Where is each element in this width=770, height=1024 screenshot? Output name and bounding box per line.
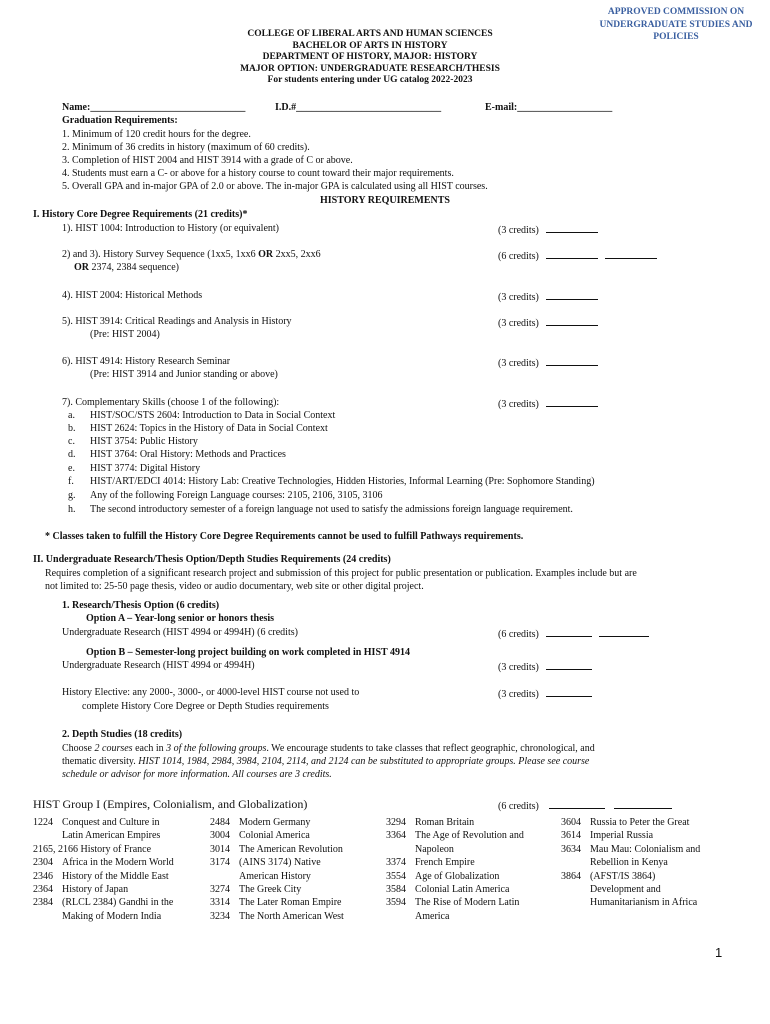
- course-column: [386, 816, 561, 923]
- course-item: 3274 The Greek City: [210, 884, 302, 896]
- course-item: 3314 The Later Roman Empire: [210, 897, 342, 909]
- blank-line: [605, 248, 657, 259]
- core-item-1-credits: (3 credits): [498, 222, 598, 237]
- document-header: [200, 29, 540, 87]
- history-requirements-title: HISTORY REQUIREMENTS: [320, 195, 450, 206]
- core-item-2-3: 2) and 3). History Survey Sequence (1xx5, 1xx6 OR 2xx5, 2xx6: [62, 249, 321, 260]
- research-option-title: 1. Research/Thesis Option (6 credits): [62, 600, 220, 611]
- course-item: 2346 History of the Middle East: [33, 870, 169, 882]
- graduation-item: 1. Minimum of 120 credit hours for the degree.: [62, 129, 251, 140]
- core-item-2-3-cont: OR 2374, 2384 sequence): [74, 262, 179, 273]
- blank-line: [546, 289, 598, 300]
- catalog-year: For students entering under UG catalog 2022-2023: [267, 75, 473, 86]
- history-elective-cont: complete History Core Degree or Depth Studies requirements: [82, 701, 329, 712]
- course-item: 3584 Colonial Latin America: [386, 884, 510, 896]
- graduation-item: 4. Students must earn a C- or above for a history course to count toward their major requirements.: [62, 168, 454, 179]
- history-elective-credits: (3 credits): [498, 686, 592, 701]
- ug-research-desc: Requires completion of a significant research project and submission of this project for public presentation or publication. Examples include but are: [45, 568, 637, 579]
- skill-letter: c.: [68, 436, 75, 447]
- course-item: 3864 (AFST/IS 3864) Development and Humanitarianism in Africa: [561, 870, 698, 909]
- college-name: COLLEGE OF LIBERAL ARTS AND HUMAN SCIENCES: [247, 29, 493, 39]
- skill-letter: h.: [68, 504, 76, 515]
- skill-option: Any of the following Foreign Language courses: 2105, 2106, 3105, 3106: [90, 490, 383, 501]
- graduation-title: Graduation Requirements:: [62, 115, 178, 126]
- course-item: 2484 Modern Germany: [210, 817, 311, 828]
- degree-name: BACHELOR OF ARTS IN HISTORY: [292, 40, 448, 51]
- group-1-credits: (6 credits): [498, 798, 672, 813]
- course-item: 3614 Imperial Russia: [561, 830, 654, 842]
- graduation-item: 3. Completion of HIST 2004 and HIST 3914 with a grade of C or above.: [62, 155, 353, 166]
- core-item-4: 4). HIST 2004: Historical Methods: [62, 290, 203, 301]
- option-b-title: Option B – Semester-long project building on work completed in HIST 4914: [86, 647, 411, 658]
- blank-line: [546, 315, 598, 326]
- skill-letter: b.: [68, 423, 76, 434]
- course-item: 3594 The Rise of Modern Latin America: [386, 897, 520, 922]
- approval-line: POLICIES: [653, 32, 699, 42]
- core-item-7: 7). Complementary Skills (choose 1 of the following):: [62, 397, 280, 408]
- core-item-6-prereq: (Pre: HIST 3914 and Junior standing or above): [90, 369, 278, 380]
- skill-option: HIST/SOC/STS 2604: Introduction to Data in Social Context: [90, 410, 336, 421]
- skill-letter: a.: [68, 410, 75, 421]
- approval-line: APPROVED COMMISSION ON: [607, 7, 745, 17]
- skill-option: HIST 3774: Digital History: [90, 463, 201, 474]
- option-a-credits: (6 credits): [498, 626, 649, 641]
- blank-line: [614, 798, 672, 809]
- course-item: 3174 (AINS 3174) Native American History: [210, 857, 321, 882]
- course-item: 3374 French Empire: [386, 857, 475, 869]
- skill-letter: g.: [68, 490, 76, 501]
- blank-line: [546, 355, 598, 366]
- course-item: 2364 History of Japan: [33, 884, 129, 896]
- option-a-text: Undergraduate Research (HIST 4994 or 4994H) (6 credits): [62, 627, 298, 638]
- blank-line: [546, 626, 592, 637]
- course-item: 2165, 2166 History of France: [33, 843, 152, 855]
- course-column: [561, 816, 733, 910]
- course-item: 3604 Russia to Peter the Great: [561, 817, 690, 828]
- skill-option: HIST 3754: Public History: [90, 436, 198, 447]
- core-item-1: 1). HIST 1004: Introduction to History (or equivalent): [62, 223, 280, 234]
- core-item-6-credits: (3 credits): [498, 355, 598, 370]
- skill-letter: f.: [68, 476, 74, 487]
- blank-line: [546, 396, 598, 407]
- major-option: MAJOR OPTION: UNDERGRADUATE RESEARCH/THESIS: [240, 63, 500, 74]
- course-item: 1224 Conquest and Culture in Latin American Empires: [33, 817, 161, 842]
- core-item-2-3-credits: (6 credits): [498, 248, 657, 263]
- option-b-credits: (3 credits): [498, 659, 592, 674]
- skill-option: HIST 2624: Topics in the History of Data in Social Context: [90, 423, 328, 434]
- core-item-4-credits: (3 credits): [498, 289, 598, 304]
- course-item: 3554 Age of Globalization: [386, 870, 500, 882]
- blank-line: [546, 222, 598, 233]
- core-item-5-prereq: (Pre: HIST 2004): [90, 329, 160, 340]
- course-item: 3234 The North American West: [210, 910, 344, 922]
- course-item: 3004 Colonial America: [210, 830, 310, 842]
- core-requirements-title: I. History Core Degree Requirements (21 credits)*: [33, 209, 248, 220]
- depth-studies-title: 2. Depth Studies (18 credits): [62, 729, 183, 740]
- skill-letter: e.: [68, 463, 75, 474]
- skill-option: The second introductory semester of a foreign language not used to satisfy the admissions foreign language requirement.: [90, 504, 573, 515]
- approval-note: [592, 6, 760, 44]
- course-item: 3634 Mau Mau: Colonialism and Rebellion in Kenya: [561, 843, 701, 869]
- core-item-7-credits: (3 credits): [498, 396, 598, 411]
- course-item: 3014 The American Revolution: [210, 843, 343, 855]
- skill-option: HIST/ART/EDCI 4014: History Lab: Creative Technologies, Hidden Histories, Informal Learning (Pre: Sophomore Standing): [90, 476, 595, 487]
- depth-studies-desc: Choose 2 courses each in 3 of the following groups. We encourage students to take classes that reflect geographic, chronological, and: [62, 743, 595, 754]
- skill-option: HIST 3764: Oral History: Methods and Practices: [90, 449, 286, 460]
- graduation-item: 2. Minimum of 36 credits in history (maximum of 60 credits).: [62, 142, 310, 153]
- email-field: E-mail:___________________: [485, 102, 613, 113]
- blank-line: [546, 686, 592, 697]
- id-field: I.D.#_____________________________: [275, 102, 442, 113]
- course-item: 2384 (RLCL 2384) Gandhi in the Making of Modern India: [33, 897, 174, 922]
- course-column: [33, 816, 203, 923]
- course-item: 3364 The Age of Revolution and Napoleon: [386, 830, 524, 855]
- department-name: DEPARTMENT OF HISTORY, MAJOR: HISTORY: [262, 52, 478, 63]
- depth-studies-desc: schedule or advisor for more information. All courses are 3 credits.: [62, 769, 332, 780]
- course-column: [210, 816, 385, 923]
- blank-line: [546, 659, 592, 670]
- group-1-title: HIST Group I (Empires, Colonialism, and Globalization): [33, 797, 308, 811]
- depth-studies-desc: thematic diversity. HIST 1014, 1984, 2984, 3984, 2104, 2114, and 2124 can be substituted to appropriate groups. Please see course: [62, 756, 590, 767]
- blank-line: [599, 626, 649, 637]
- course-item: 2304 Africa in the Modern World: [33, 857, 174, 869]
- core-item-6: 6). HIST 4914: History Research Seminar: [62, 356, 231, 367]
- ug-research-desc: not limited to: 25-50 page thesis, video or audio documentary, web site or other digital project.: [45, 581, 424, 592]
- approval-line: UNDERGRADUATE STUDIES AND: [599, 19, 753, 30]
- name-field: Name:_______________________________: [62, 102, 246, 113]
- option-a-title: Option A – Year-long senior or honors thesis: [86, 613, 275, 624]
- ug-research-title: II. Undergraduate Research/Thesis Option/Depth Studies Requirements (24 credits): [33, 554, 391, 565]
- page-number: 1: [715, 945, 723, 960]
- core-item-5: 5). HIST 3914: Critical Readings and Analysis in History: [62, 316, 292, 327]
- option-b-text: Undergraduate Research (HIST 4994 or 4994H): [62, 660, 255, 671]
- core-item-5-credits: (3 credits): [498, 315, 598, 330]
- course-item: 3294 Roman Britain: [386, 817, 475, 828]
- skill-letter: d.: [68, 449, 76, 460]
- history-elective: History Elective: any 2000-, 3000-, or 4000-level HIST course not used to: [62, 687, 360, 698]
- blank-line: [549, 798, 605, 809]
- graduation-item: 5. Overall GPA and in-major GPA of 2.0 or above. The in-major GPA is calculated using all HIST courses.: [62, 181, 488, 192]
- blank-line: [546, 248, 598, 259]
- pathways-note: * Classes taken to fulfill the History Core Degree Requirements cannot be used to fulfill Pathways requirements.: [45, 531, 524, 542]
